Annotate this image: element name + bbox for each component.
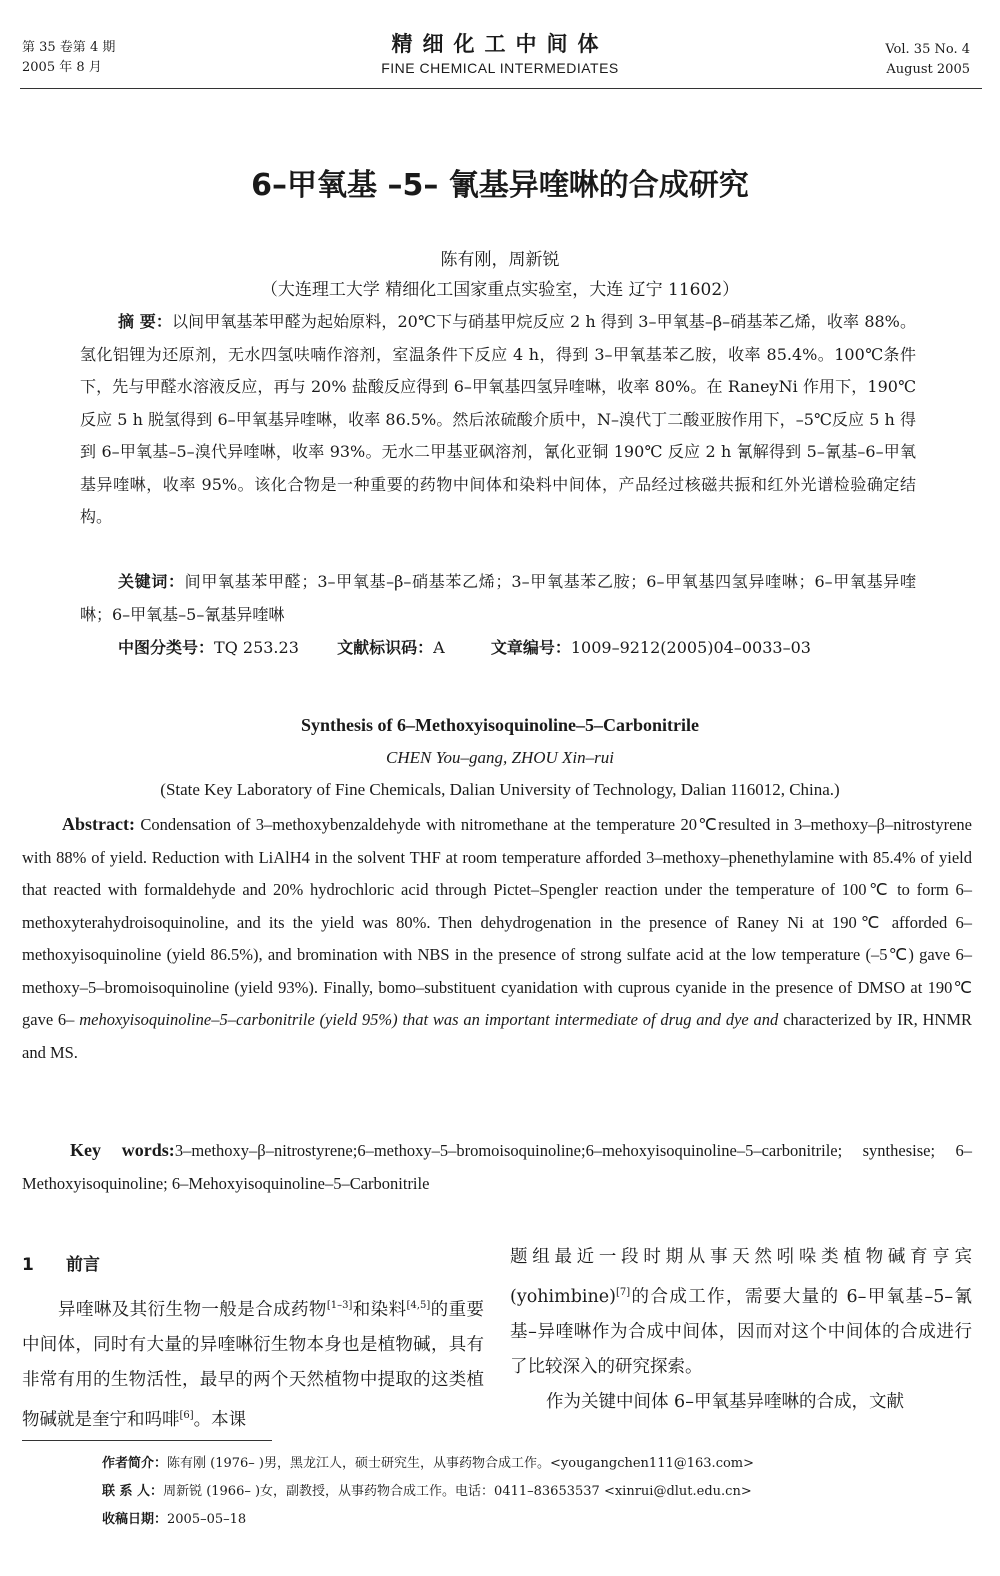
ref-3: [6] bbox=[179, 1409, 194, 1421]
header-rule bbox=[20, 88, 982, 89]
doc-code-label: 文献标识码： bbox=[337, 638, 434, 657]
ref-2: [4,5] bbox=[406, 1300, 431, 1311]
col1-text: 异喹啉及其衍生物一般是合成药物 bbox=[58, 1299, 327, 1320]
footnote-received-text: 2005–05–18 bbox=[167, 1512, 247, 1527]
affiliation-cn: （大连理工大学 精细化工国家重点实验室，大连 辽宁 11602） bbox=[260, 280, 740, 300]
abstract-en bbox=[22, 808, 972, 1069]
footnote-contact-text: 周新锐 (1966– )女，副教授，从事药物合成工作。电话：0411–83653537 <xinrui@dlut.edu.cn> bbox=[163, 1484, 752, 1499]
date-cn: 2005 年 8 月 bbox=[22, 60, 102, 75]
col2-paragraph-2: 作为关键中间体 6–甲氧基异喹啉的合成，文献 bbox=[546, 1391, 904, 1412]
doc-code-value: A bbox=[433, 638, 445, 657]
paper-title-cn: 6–甲氧基 –5– 氰基异喹啉的合成研究 bbox=[251, 168, 749, 203]
classification-line bbox=[118, 634, 811, 662]
footnote-received bbox=[102, 1506, 962, 1534]
issue-info-en bbox=[885, 40, 970, 80]
journal-title bbox=[0, 30, 1000, 78]
footnote-contact bbox=[102, 1478, 962, 1506]
authors-en: CHEN You–gang, ZHOU Xin–rui bbox=[386, 748, 614, 767]
journal-title-cn: 精细化工中间体 bbox=[391, 32, 609, 56]
clc-value: TQ 253.23 bbox=[214, 638, 299, 657]
section-title: 前言 bbox=[66, 1255, 101, 1275]
keywords-en bbox=[22, 1134, 972, 1200]
paper-title-en: Synthesis of 6–Methoxyisoquinoline–5–Carbonitrile bbox=[300, 715, 700, 735]
footnote-rule bbox=[22, 1440, 272, 1441]
article-id-label: 文章编号： bbox=[490, 638, 571, 657]
section-number: 1 bbox=[22, 1255, 34, 1275]
keywords-en-text: 3–methoxy–β–nitrostyrene;6–methoxy–5–bromoisoquinoline;6–mehoxyisoquinoline–5–carbonitrile; synthesise; 6–Methoxyisoquinoline; 6–Mehoxyisoquinoline–5–Carbonitrile bbox=[22, 1141, 972, 1193]
body-column-left bbox=[22, 1288, 484, 1438]
footnote-contact-label: 联 系 人： bbox=[102, 1484, 164, 1499]
keywords-en-label: Key words: bbox=[70, 1140, 175, 1160]
col1-text4: 。本课 bbox=[193, 1409, 247, 1430]
abstract-en-text: Condensation of 3–methoxybenzaldehyde with nitromethane at the temperature 20℃resulted in 3–methoxy–β–nitrostyrene with 88% of yield. Reduction with LiAlH4 in the solvent THF at room temperature afforded 3–methoxy–phenethylamine with 85.4% of yield that reacted with formaldehyde and 20% hydrochloric acid through Pictet–Spengler reaction under the temperature of 100℃ to form 6–methoxyterahydroisoquinoline, and its the yield was 80%. Then dehydrogenation in the presence of Raney Ni at 190℃ afforded 6–methoxyisoquinoline (yield 86.5%), and bromination with NBS in the presence of strong sulfate acid at the low temperature (–5℃) gave 6–methoxy–5–bromoisoquinoline (yield 93%). Finally, bomo–substituent cyanidation with cuprous cyanide in the presence of DMSO at 190℃ gave 6– bbox=[22, 815, 973, 1029]
article-id-value: 1009–9212(2005)04–0033–03 bbox=[570, 638, 811, 657]
footnote-author-text: 陈有刚 (1976– )男，黑龙江人，硕士研究生，从事药物合成工作。<yougangchen111@163.com> bbox=[167, 1456, 755, 1471]
date-en: August 2005 bbox=[886, 62, 970, 77]
keywords-cn-label: 关键词： bbox=[118, 572, 185, 591]
abstract-cn bbox=[80, 306, 916, 534]
abstract-cn-text: 以间甲氧基苯甲醛为起始原料，20℃下与硝基甲烷反应 2 h 得到 3–甲氧基–β–硝基苯乙烯，收率 88%。氢化铝锂为还原剂，无水四氢呋喃作溶剂，室温条件下反应 4 h，得到 3–甲氧基苯乙胺，收率 85.4%。100℃条件下，先与甲醛水溶液反应，再与 20% 盐酸反应得到 6–甲氧基四氢异喹啉，收率 80%。在 RaneyNi 作用下，190℃反应 5 h 脱氢得到 6–甲氧基异喹啉，收率 86.5%。然后浓硫酸介质中，N–溴代丁二酸亚胺作用下，–5℃反应 5 h 得到 6–甲氧基–5–溴代异喹啉，收率 93%。无水二甲基亚砜溶剂，氰化亚铜 190℃ 反应 2 h 氰解得到 5–氰基–6–甲氧基异喹啉，收率 95%。该化合物是一种重要的药物中间体和染料中间体，产品经过核磁共振和红外光谱检验确定结构。 bbox=[80, 312, 916, 526]
keywords-cn bbox=[80, 566, 916, 631]
volume-en: Vol. 35 No. 4 bbox=[885, 42, 970, 57]
col2-text2: 的合成工作，需要大量的 6–甲氧基–5–氰基–异喹啉作为合成中间体，因而对这个中间体的合成进行了比较深入的研究探索。 bbox=[510, 1286, 972, 1377]
body-column-right bbox=[510, 1240, 972, 1420]
keywords-cn-text: 间甲氧基苯甲醛；3–甲氧基–β–硝基苯乙烯；3–甲氧基苯乙胺；6–甲氧基四氢异喹啉；6–甲氧基异喹啉；6–甲氧基–5–氰基异喹啉 bbox=[80, 572, 916, 624]
col1-text3: 的重要中间体，同时有大量的异喹啉衍生物本身也是植物碱，具有非常有用的生物活性，最早的两个天然植物中提取的这类植物碱就是奎宁和吗啡 bbox=[22, 1299, 485, 1430]
abstract-en-tail: characterized by IR, HNMR and MS. bbox=[22, 1010, 973, 1062]
clc-label: 中图分类号： bbox=[118, 638, 215, 657]
footnote-author-label: 作者简介： bbox=[102, 1456, 168, 1471]
journal-title-en: FINE CHEMICAL INTERMEDIATES bbox=[381, 60, 619, 76]
section-heading bbox=[22, 1250, 100, 1275]
abstract-en-italic-text: mehoxyisoquinoline–5–carbonitrile (yield 95%) that was an important intermediate of drug and dye and bbox=[79, 1010, 779, 1029]
ref-7: [7] bbox=[615, 1287, 631, 1298]
authors-cn: 陈有刚，周新锐 bbox=[440, 250, 560, 270]
col1-text2: 和染料 bbox=[352, 1299, 407, 1320]
abstract-en-label: Abstract: bbox=[62, 814, 135, 834]
abstract-cn-label: 摘 要： bbox=[118, 312, 172, 331]
volume-cn: 第 35 卷第 4 期 bbox=[22, 40, 116, 55]
footnote-author bbox=[102, 1450, 962, 1478]
col2-text: 题组最近一段时期从事天然吲哚类植物碱育亨宾(yohimbine) bbox=[510, 1247, 972, 1307]
footnote-received-label: 收稿日期： bbox=[102, 1512, 168, 1527]
ref-1: [1–3] bbox=[326, 1300, 353, 1311]
affiliation-en: (State Key Laboratory of Fine Chemicals, Dalian University of Technology, Dalian 116012, China.) bbox=[160, 780, 840, 799]
